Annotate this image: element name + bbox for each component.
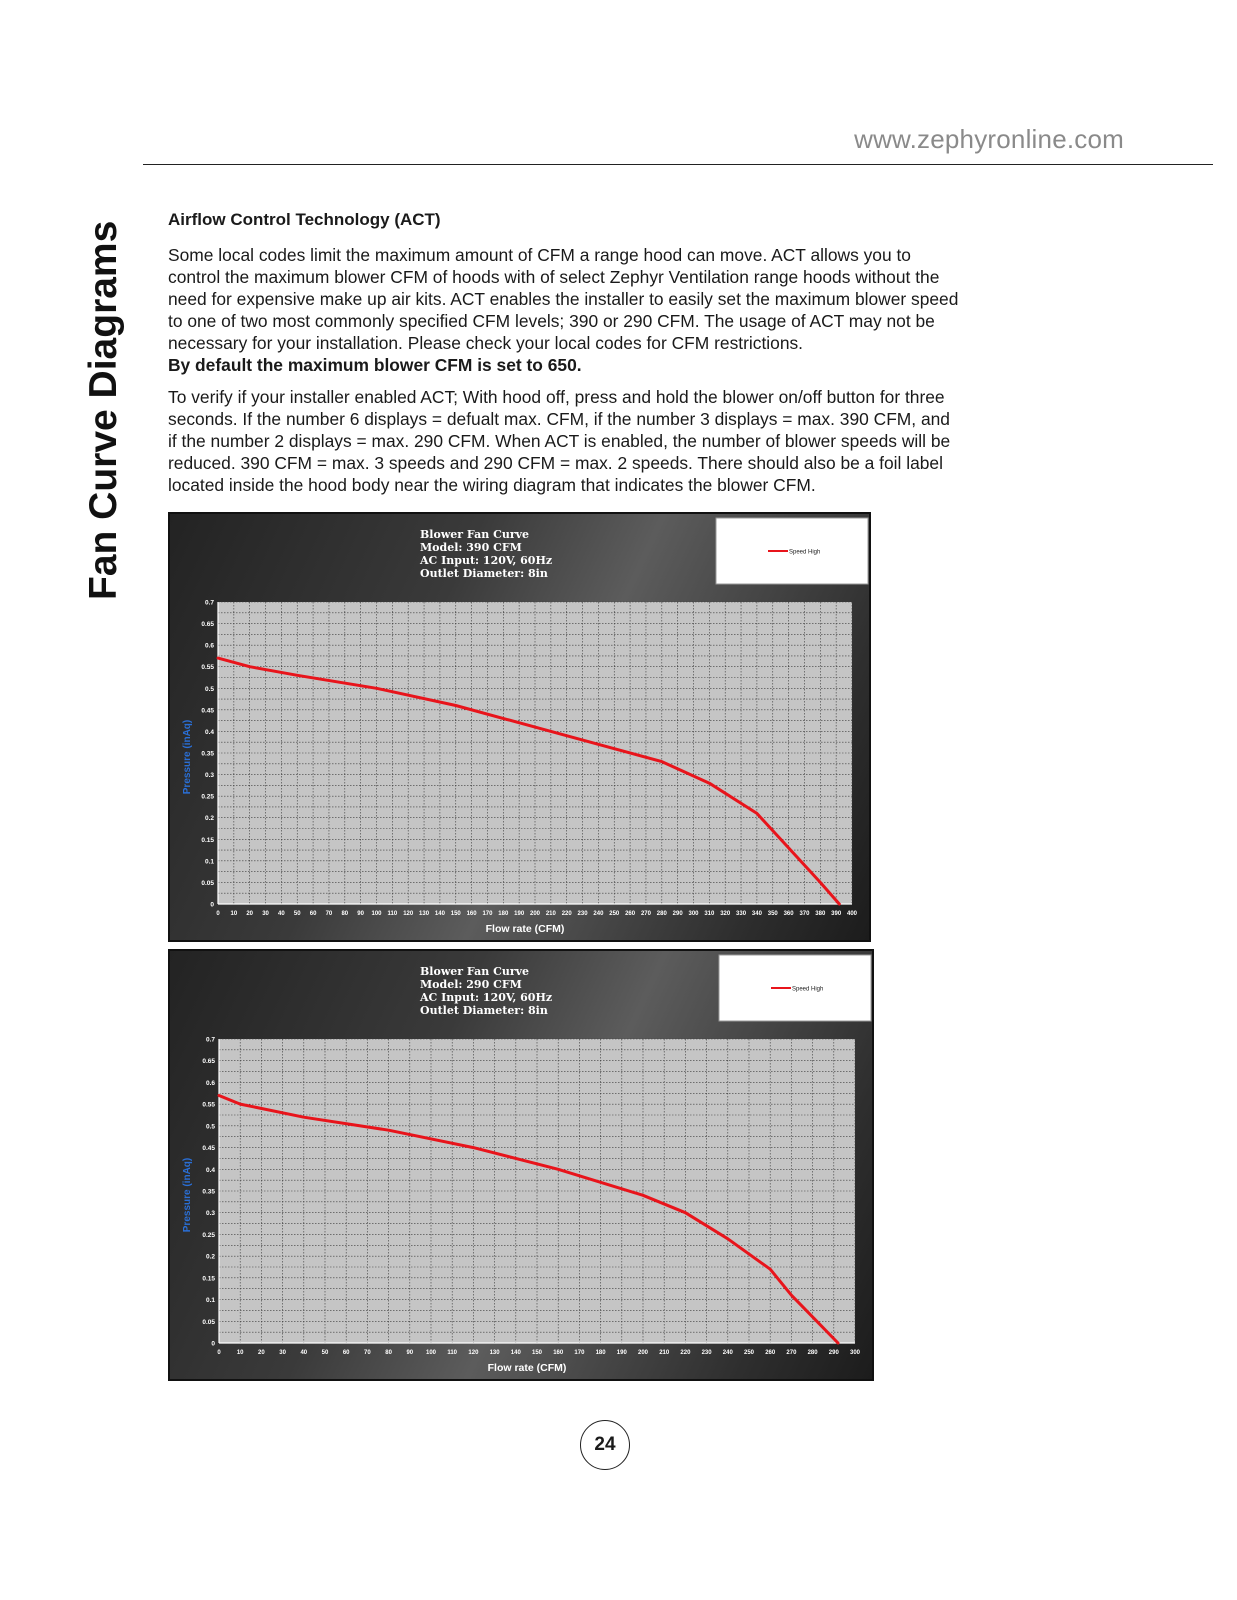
x-tick-label: 110 [447,1350,458,1356]
text-line: control the maximum blower CFM of hoods with of select Zephyr Ventilation range hoods without the [168,267,940,287]
x-tick-label: 390 [831,911,842,917]
x-tick-label: 60 [342,1350,350,1356]
x-tick-label: 320 [720,911,731,917]
chart-svg [170,951,876,1383]
x-tick-label: 150 [531,1350,543,1356]
x-tick-label: 210 [659,1350,670,1356]
x-tick-label: 250 [609,911,620,917]
x-tick-label: 270 [786,1350,797,1356]
text-line: Some local codes limit the maximum amount of CFM a range hood can move. ACT allows you to [168,245,911,265]
x-tick-label: 120 [403,911,414,917]
y-tick-label: 0.6 [205,1079,215,1087]
y-tick-label: 0.45 [201,707,214,715]
x-tick-label: 140 [510,1350,521,1356]
x-tick-label: 260 [625,911,636,917]
x-tick-label: 100 [371,911,382,917]
y-tick-label: 0.7 [204,599,214,607]
y-tick-label: 0.15 [201,836,214,844]
x-tick-label: 0 [216,911,220,917]
text-line: need for expensive make up air kits. ACT enables the installer to easily set the maximum blower speed [168,289,959,309]
x-tick-label: 340 [751,911,762,917]
x-tick-label: 30 [262,911,269,917]
x-tick-label: 330 [736,911,747,917]
y-tick-label: 0.2 [205,1253,215,1261]
text-line: to one of two most commonly specified CFM levels; 390 or 290 CFM. The usage of ACT may not be [168,311,935,331]
y-tick-label: 0 [210,901,214,909]
x-tick-label: 140 [434,911,445,917]
chart-title-line: Blower Fan Curve [420,528,530,541]
x-tick-label: 0 [217,1350,221,1356]
x-tick-label: 200 [637,1350,649,1356]
x-tick-label: 130 [489,1350,500,1356]
x-tick-label: 360 [783,911,794,917]
y-tick-label: 0.65 [202,1058,215,1066]
text-line: reduced. 390 CFM = max. 3 speeds and 290 CFM = max. 2 speeds. There should also be a foil label [168,453,943,473]
x-tick-label: 80 [385,1350,392,1356]
chart-title-line: AC Input: 120V, 60Hz [420,554,553,567]
y-tick-label: 0.25 [202,1231,215,1239]
default-cfm-note: By default the maximum blower CFM is set to 650. [168,355,582,375]
y-tick-label: 0.35 [202,1188,215,1196]
x-tick-label: 260 [765,1350,776,1356]
y-tick-label: 0.25 [201,793,214,801]
section-heading: Airflow Control Technology (ACT) [168,210,441,229]
y-tick-label: 0.65 [201,621,214,629]
y-axis-title: Pressure (inAq) [182,1157,193,1233]
text-line: located inside the hood body near the wiring diagram that indicates the blower CFM. [168,475,816,495]
x-tick-label: 160 [466,911,477,917]
x-tick-label: 190 [514,911,525,917]
x-tick-label: 150 [450,911,461,917]
chart-title-line: Outlet Diameter: 8in [420,1004,548,1017]
y-tick-label: 0.4 [205,1166,215,1174]
x-tick-label: 90 [406,1350,414,1356]
chart-title-line: Model: 290 CFM [420,978,522,991]
x-tick-label: 90 [357,911,364,917]
text-line: necessary for your installation. Please check your local codes for CFM restrictions. [168,333,804,353]
x-tick-label: 40 [278,911,285,917]
x-tick-label: 160 [553,1350,564,1356]
page-number: 24 [580,1420,630,1470]
legend-label: Speed High [792,986,824,993]
x-tick-label: 210 [545,911,556,917]
x-tick-label: 240 [722,1350,733,1356]
paragraph-intro [168,244,998,354]
chart-title-line: Outlet Diameter: 8in [420,567,548,580]
x-tick-label: 220 [561,911,572,917]
x-tick-label: 30 [279,1350,286,1356]
y-tick-label: 0.05 [202,1318,215,1326]
x-tick-label: 300 [688,911,699,917]
x-tick-label: 110 [387,911,398,917]
legend-label: Speed High [789,549,821,556]
y-tick-label: 0.6 [204,642,214,650]
x-tick-label: 20 [258,1350,265,1356]
chart-title-line: AC Input: 120V, 60Hz [420,991,553,1004]
y-tick-label: 0.3 [204,772,214,780]
x-tick-label: 370 [799,911,810,917]
y-tick-label: 0.4 [204,728,214,736]
x-tick-label: 50 [293,911,301,917]
y-tick-label: 0.5 [204,685,214,693]
x-tick-label: 70 [364,1350,371,1356]
x-tick-label: 190 [616,1350,627,1356]
x-tick-label: 80 [341,911,349,917]
y-tick-label: 0.1 [205,1297,215,1305]
x-tick-label: 230 [577,911,588,917]
x-tick-label: 400 [846,911,858,917]
y-tick-label: 0.55 [202,1101,215,1109]
x-tick-label: 100 [425,1350,437,1356]
y-tick-label: 0.3 [205,1210,215,1218]
x-tick-label: 350 [767,911,778,917]
text-line: if the number 2 displays = max. 290 CFM. When ACT is enabled, the number of blower speeds will be [168,431,951,451]
x-tick-label: 70 [325,911,333,917]
x-tick-label: 180 [498,911,509,917]
paragraph-verify [168,386,998,496]
chart-svg [170,514,873,944]
x-tick-label: 170 [482,911,493,917]
chart-title-line: Blower Fan Curve [420,965,530,978]
x-tick-label: 230 [701,1350,712,1356]
x-tick-label: 10 [230,911,238,917]
x-tick-label: 50 [321,1350,329,1356]
x-tick-label: 310 [704,911,715,917]
x-tick-label: 120 [468,1350,479,1356]
y-tick-label: 0.2 [204,815,214,823]
y-axis-title: Pressure (inAq) [182,719,193,795]
text-line: seconds. If the number 6 displays = defualt max. CFM, if the number 3 displays = max. 390 CFM, and [168,409,950,429]
chart-title-line: Model: 390 CFM [420,541,522,554]
y-tick-label: 0.5 [205,1123,215,1131]
x-axis-title: Flow rate (CFM) [487,1362,567,1374]
side-section-title: Fan Curve Diagrams [82,220,125,600]
fan-curve-chart-390 [168,512,871,942]
x-tick-label: 40 [300,1350,308,1356]
x-tick-label: 20 [246,911,254,917]
x-tick-label: 250 [743,1350,755,1356]
x-tick-label: 220 [680,1350,691,1356]
x-tick-label: 280 [656,911,667,917]
x-axis-title: Flow rate (CFM) [485,923,565,935]
x-tick-label: 10 [236,1350,244,1356]
x-tick-label: 280 [807,1350,818,1356]
fan-curve-chart-290 [168,949,874,1381]
x-tick-label: 200 [529,911,541,917]
y-tick-label: 0.05 [201,879,214,887]
x-tick-label: 290 [828,1350,839,1356]
y-tick-label: 0.55 [201,664,214,672]
x-tick-label: 380 [815,911,826,917]
y-tick-label: 0.35 [201,750,214,758]
y-tick-label: 0 [211,1340,215,1348]
x-tick-label: 290 [672,911,683,917]
y-tick-label: 0.45 [202,1145,215,1153]
text-line: To verify if your installer enabled ACT; With hood off, press and hold the blower on/off button for three [168,387,945,407]
website-url[interactable]: www.zephyronline.com [854,124,1124,154]
y-tick-label: 0.15 [202,1275,215,1283]
y-tick-label: 0.1 [204,858,214,866]
x-tick-label: 270 [640,911,651,917]
x-tick-label: 300 [849,1350,861,1356]
header-divider [143,164,1213,165]
x-tick-label: 180 [595,1350,606,1356]
x-tick-label: 170 [574,1350,585,1356]
x-tick-label: 60 [309,911,317,917]
y-tick-label: 0.7 [205,1036,215,1044]
x-tick-label: 130 [419,911,430,917]
content-area [168,208,998,496]
x-tick-label: 240 [593,911,604,917]
